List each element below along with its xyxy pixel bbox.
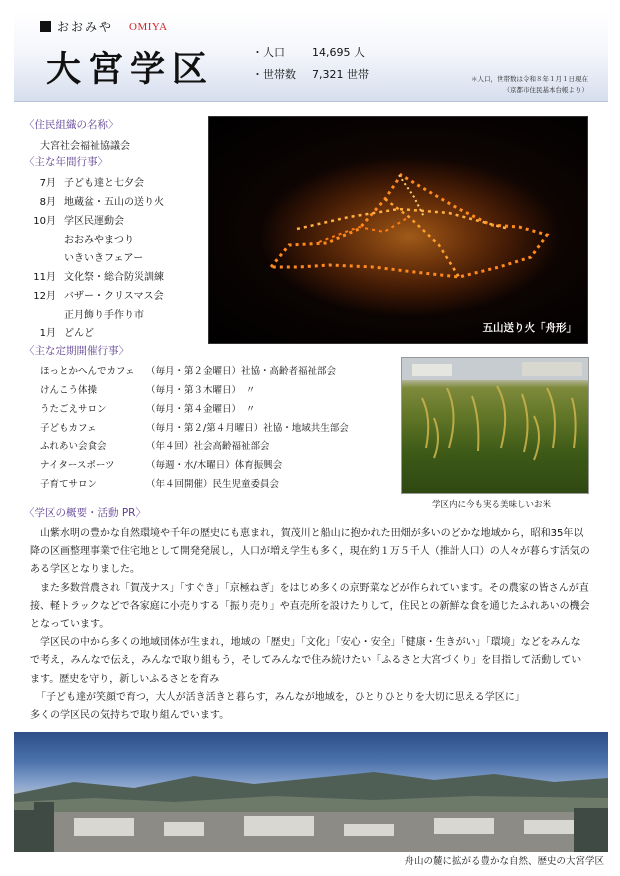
regular-event-item: 子どもカフェ （毎月・第２/第４月曜日）社協・地域共生部会 (40, 423, 349, 434)
page-title: 大宮学区 (46, 49, 215, 90)
annual-event-item: いきいきフェアー (64, 253, 144, 264)
org-name: 大宮社会福祉協議会 (40, 141, 130, 152)
stats-note-line2: （京都市住民基本台帳より） (503, 86, 588, 94)
boat-fire-illustration (209, 117, 588, 344)
rice-field-photo (401, 357, 589, 494)
annual-event-item: 8月 地蔵盆・五山の送り火 (39, 197, 164, 208)
panorama-caption: 舟山の麓に拡がる豊かな自然、歴史の大宮学区 (404, 856, 604, 867)
stats-note-line1: ＊人口，世帯数は令和８年１月１日現在 (471, 75, 588, 83)
regular-event-item: けんこう体操 （毎月・第３木曜日） 〃 (40, 385, 256, 396)
regular-event-item: 子育てサロン （年４回開催）民生児童委員会 (40, 479, 280, 490)
pr-paragraph: また多数営農され「賀茂ナス」「すぐき」「京極ねぎ」をはじめ多くの京野菜などが作られています。その農家の皆さんが直接、軽トラックなどで各家庭に小売りする「振り売り」や直売所を設けたりして，住民との新鮮な食を通じたふれあいの機会となっています。 (30, 582, 590, 631)
district-panorama-photo (14, 732, 608, 852)
annual-heading: 〈主な年間行事〉 (24, 156, 108, 168)
households-value: 7,321 世帯 (312, 68, 369, 81)
population-stats (252, 42, 369, 86)
households-label: ・世帯数 (252, 68, 296, 81)
annual-event-item: 11月 文化祭・総合防災訓練 (33, 272, 164, 283)
title-kana: おおみや (57, 20, 114, 34)
pr-heading: 〈学区の概要・活動 PR〉 (24, 507, 146, 519)
org-heading: 〈住民組織の名称〉 (24, 119, 119, 131)
square-bullet-icon (40, 21, 51, 32)
regular-event-item: うたごえサロン （毎月・第４金曜日） 〃 (40, 404, 256, 415)
annual-event-item: 1月 どんど (39, 328, 94, 339)
pr-paragraph: 山紫水明の豊かな自然環境や千年の歴史にも恵まれ，賀茂川と船山に抱かれた田畑が多いのどかな地域から，昭和35年以降の区画整理事業で住宅地として開発発展し，人口が増え学生も多く，現在約１万５千人（推計人口）の人々が暮らす活気のある学区となりました。 (30, 528, 590, 576)
panorama-illustration (14, 732, 608, 852)
annual-event-item: おおみやまつり (64, 235, 134, 246)
title-kana-row (40, 18, 168, 35)
regular-event-item: ふれあい会食会 （年４回）社会高齢福祉部会 (40, 441, 270, 452)
title-roman: OMIYA (129, 20, 168, 33)
header-banner (14, 12, 608, 102)
regular-event-item: ほっとかへんでカフェ （毎月・第２金曜日）社協・高齢者福祉部会 (40, 366, 337, 377)
regular-event-item: ナイタースポーツ （毎週・水/木曜日）体育振興会 (40, 460, 283, 471)
pr-body (30, 525, 590, 725)
annual-event-item: 12月 バザー・クリスマス会 (33, 291, 164, 302)
annual-event-item: 正月飾り手作り市 (64, 310, 144, 321)
pr-paragraph: 学区民の中から多くの地域団体が生まれ，地域の「歴史」「文化」「安心・安全」「健康・生きがい」「環境」などをみんなで考え，みんなで伝え，みんなで取り組もう，そしてみんなで住み続けたい「ふるさと大宮づくり」を目指して活動しています。歴史を守り，新しいふるさとを育み (30, 637, 582, 685)
annual-event-item: 7月 子ども達と七夕会 (39, 178, 144, 189)
stats-note (471, 74, 588, 96)
rice-stalks-illustration (402, 358, 589, 494)
rice-photo-caption: 学区内に今も実る美味しいお米 (432, 500, 552, 510)
night-photo-caption: 五山送り火「舟形」 (482, 322, 577, 334)
population-value: 14,695 人 (312, 46, 365, 59)
pr-quote: 「子ども達が笑顔で育つ，大人が活き活きと暮らす，みんなが地域を，ひとりひとりを大切に思える学区に」 (36, 691, 525, 703)
gozan-okuribi-photo (208, 116, 588, 344)
pr-paragraph: 多くの学区民の気持ちで取り組んでいます。 (30, 710, 230, 722)
annual-event-item: 10月 学区民運動会 (33, 216, 124, 227)
population-label: ・人口 (252, 46, 285, 59)
regular-heading: 〈主な定期開催行事〉 (24, 345, 129, 357)
